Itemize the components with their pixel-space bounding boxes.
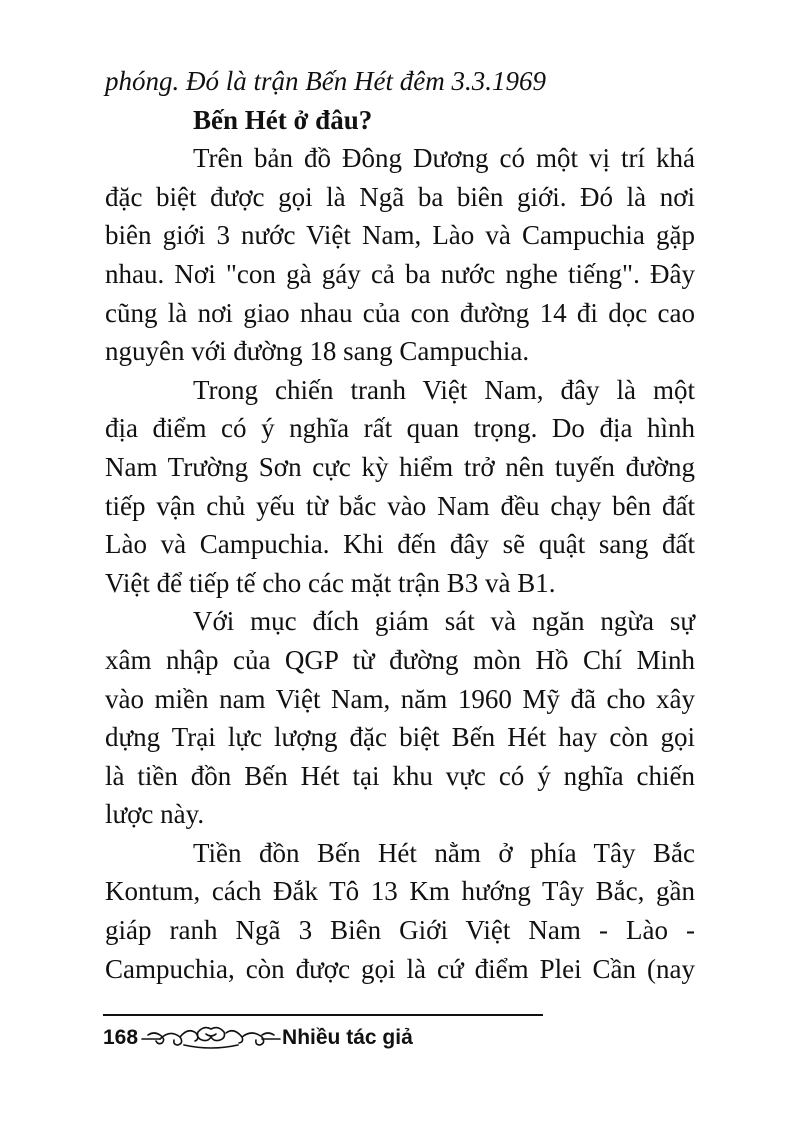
text-line: giáp ranh Ngã 3 Biên Giới Việt Nam - Lào - xyxy=(105,915,695,946)
text-line: biên giới 3 nước Việt Nam, Lào và Campuchia gặp xyxy=(105,220,695,251)
text-line: lược này. xyxy=(105,799,205,830)
text-line: Nam Trường Sơn cực kỳ hiểm trở nên tuyến đường xyxy=(105,451,695,482)
text-line: cũng là nơi giao nhau của con đường 14 đi dọc cao xyxy=(105,297,695,328)
scroll-ornament-icon xyxy=(140,1023,282,1053)
text-line: xâm nhập của QGP từ đường mòn Hồ Chí Minh xyxy=(105,644,695,675)
text-line: tiếp vận chủ yếu từ bắc vào Nam đều chạy bên đất xyxy=(105,490,695,521)
text-line: nhau. Nơi "con gà gáy cả ba nước nghe tiếng". Đây xyxy=(105,258,695,289)
page-number: 168 xyxy=(103,1026,139,1049)
text-line: Trong chiến tranh Việt Nam, đây là một xyxy=(193,374,695,405)
text-line: Trên bản đồ Đông Dương có một vị trí khá xyxy=(193,143,695,174)
text-line: Việt để tiếp tế cho các mặt trận B3 và B1. xyxy=(105,567,556,598)
text-line: Tiền đồn Bến Hét nằm ở phía Tây Bắc xyxy=(193,837,695,868)
text-line: Lào và Campuchia. Khi đến đây sẽ quật sang đất xyxy=(105,529,695,560)
text-line: dựng Trại lực lượng đặc biệt Bến Hét hay còn gọi xyxy=(105,722,695,753)
author-name: Nhiều tác giả xyxy=(282,1026,413,1049)
text-line: Campuchia, còn được gọi là cứ điểm Plei Cần (nay xyxy=(105,953,695,984)
page-footer xyxy=(103,1014,543,1053)
footer-row xyxy=(103,1023,543,1053)
text-line: vào miền nam Việt Nam, năm 1960 Mỹ đã cho xây xyxy=(105,683,695,714)
text-line: Với mục đích giám sát và ngăn ngừa sự xyxy=(193,606,695,637)
section-heading: Bến Hét ở đâu? xyxy=(193,104,373,135)
text-line: địa điểm có ý nghĩa rất quan trọng. Do địa hình xyxy=(105,413,695,444)
text-line: nguyên với đường 18 sang Campuchia. xyxy=(105,336,530,367)
page-body xyxy=(105,62,695,988)
text-line: là tiền đồn Bến Hét tại khu vực có ý nghĩa chiến xyxy=(105,760,695,791)
text-line: đặc biệt được gọi là Ngã ba biên giới. Đó là nơi xyxy=(105,181,695,212)
footer-divider xyxy=(103,1014,543,1016)
text-line: Kontum, cách Đắk Tô 13 Km hướng Tây Bắc, gần xyxy=(105,876,695,907)
text-line: phóng. Đó là trận Bến Hét đêm 3.3.1969 xyxy=(105,66,546,96)
